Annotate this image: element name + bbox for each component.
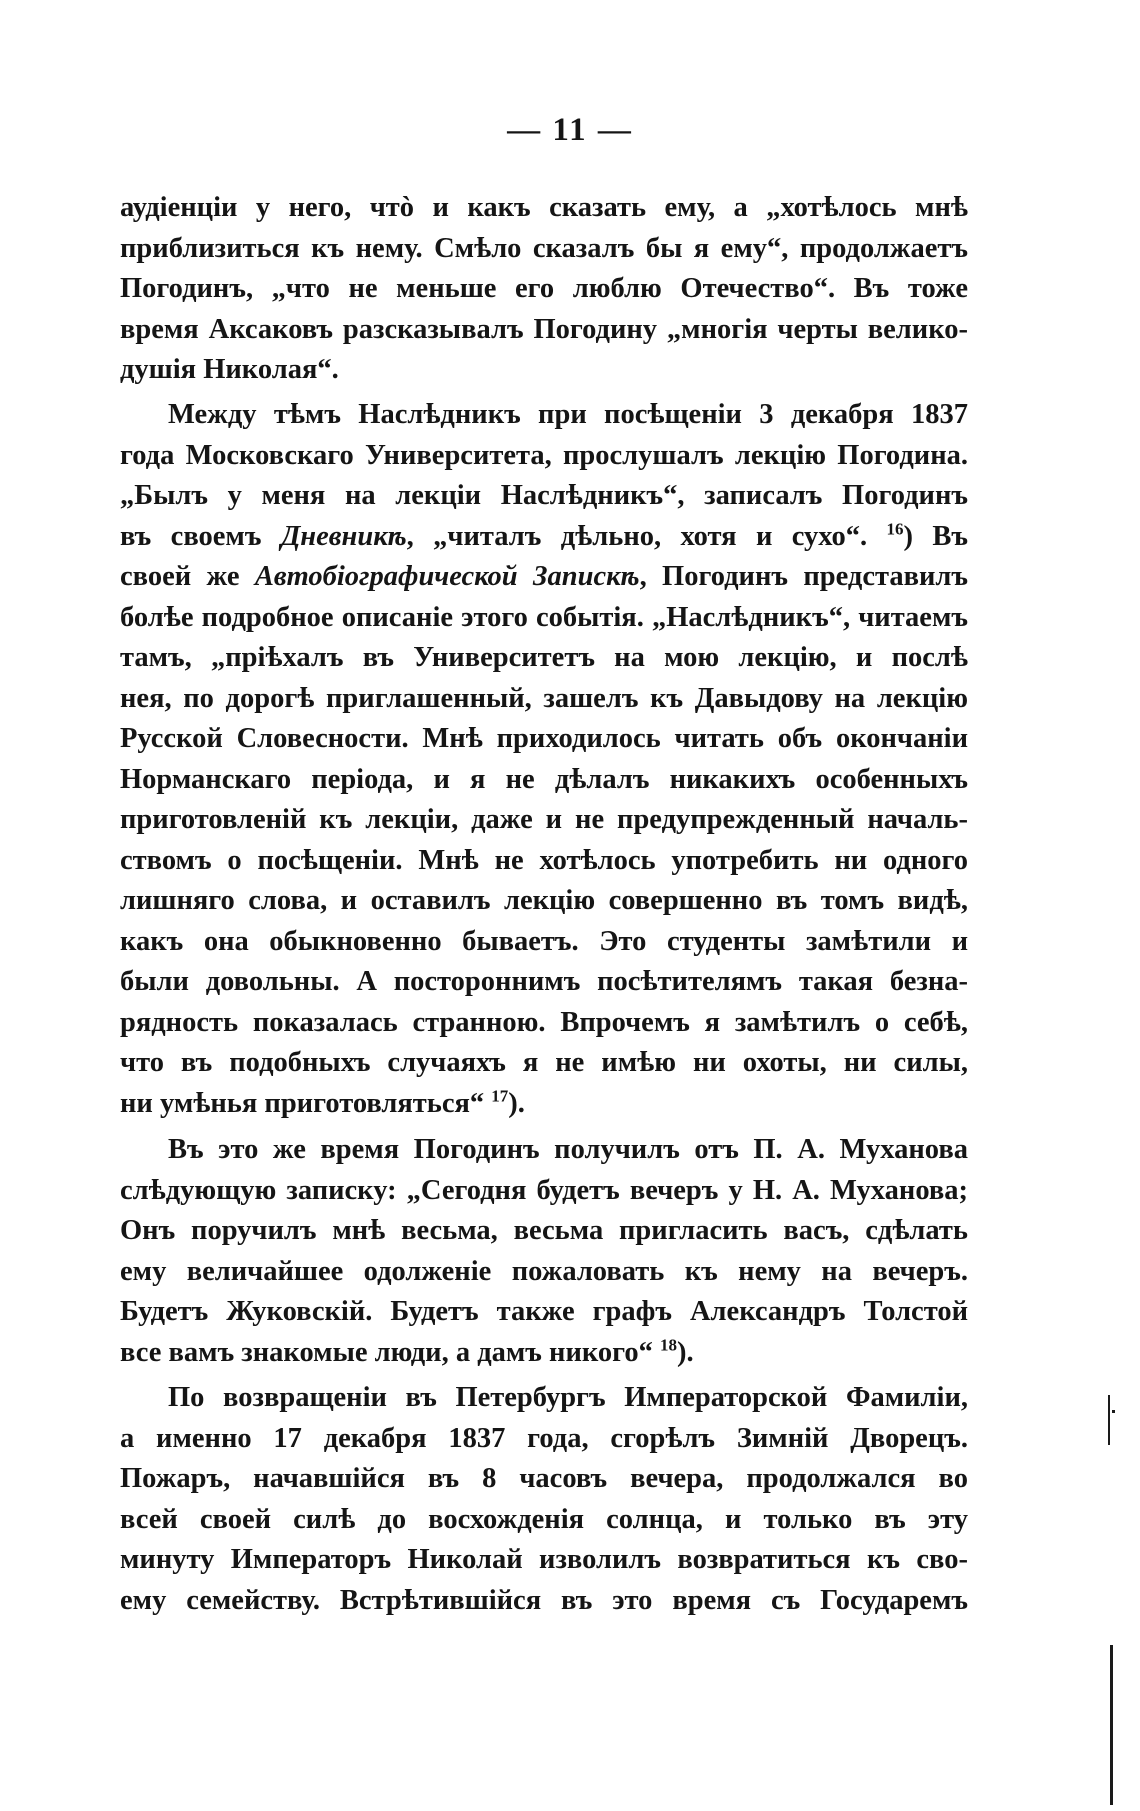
text-line: какъ она обыкновенно бываетъ. Это студенты замѣтили и [120, 925, 968, 957]
text-line: тамъ, „пріѣхалъ въ Университетъ на мою лекцію, и послѣ [120, 642, 968, 673]
text-segment: , „читалъ дѣльно, хотя и сухо“. [406, 520, 887, 552]
paragraph-4 [120, 1378, 968, 1621]
text-segment: ). [677, 1336, 694, 1368]
text-line: ему величайшее одолженіе пожаловать къ нему на вечеръ. [120, 1255, 968, 1287]
text-line: По возвращеніи въ Петербургъ Императорской Фамиліи, [168, 1382, 968, 1413]
text-line: года Московскаго Университета, прослушалъ лекцію Погодина. [120, 439, 968, 471]
text-line: слѣдующую записку: „Сегодня будетъ вечеръ у Н. А. Муханова; [120, 1174, 968, 1206]
text-line: рядность показалась странною. Впрочемъ я замѣтилъ о себѣ, [120, 1006, 968, 1038]
text-line: Норманскаго періода, и я не дѣлалъ никакихъ особенныхъ [120, 763, 968, 795]
text-line: минуту Императоръ Николай изволилъ возвратиться къ сво- [120, 1544, 968, 1575]
text-line: аудіенціи у него, чтò и какъ сказать ему, а „хотѣлось мнѣ [120, 192, 968, 223]
text-line [120, 1333, 968, 1374]
scan-edge-mark [1110, 1645, 1113, 1805]
text-line: а именно 17 декабря 1837 года, сгорѣлъ Зимній Дворецъ. [120, 1422, 968, 1454]
text-line-with-italic [120, 557, 968, 598]
text-line: Пожаръ, начавшійся въ 8 часовъ вечера, продолжался во [120, 1463, 968, 1494]
paragraph-1 [120, 188, 968, 391]
text-segment: ни умѣнья приготовляться“ [120, 1087, 492, 1119]
text-segment: , Погодинъ представилъ [639, 561, 968, 592]
text-line: лишняго слова, и оставилъ лекцію совершенно въ томъ видѣ, [120, 885, 968, 916]
text-line: ему семейству. Встрѣтившійся въ это время съ Государемъ [120, 1584, 968, 1616]
footnote-ref: 18 [660, 1335, 678, 1354]
page-number: — 11 — [507, 112, 633, 148]
text-line: Онъ поручилъ мнѣ весьма, весьма пригласить васъ, сдѣлать [120, 1215, 968, 1246]
text-line: что въ подобныхъ случаяхъ я не имѣю ни охоты, ни силы, [120, 1047, 968, 1078]
text-line: время Аксаковъ разсказывалъ Погодину „многія черты велико- [120, 313, 968, 345]
text-segment: въ своемъ [120, 520, 281, 552]
text-line: нея, по дорогѣ приглашенный, зашелъ къ Давыдову на лекцію [120, 682, 968, 714]
text-line: приблизиться къ нему. Смѣло сказалъ бы я ему“, продолжаетъ [120, 232, 968, 264]
text-line: были довольны. А постороннимъ посѣтителямъ такая безна- [120, 966, 968, 997]
scan-edge-mark [1108, 1395, 1110, 1445]
text-line [120, 1084, 968, 1125]
text-line: всей своей силѣ до восхожденія солнца, и только въ эту [120, 1503, 968, 1535]
text-line: ствомъ о посѣщеніи. Мнѣ не хотѣлось употребить ни одного [120, 844, 968, 876]
text-line: Будетъ Жуковскій. Будетъ также графъ Александръ Толстой [120, 1296, 968, 1327]
italic-title: Дневникѣ [280, 520, 407, 552]
footnote-ref: 16 [886, 519, 904, 538]
italic-title: Автобіографической Запискѣ [254, 561, 640, 592]
text-line: приготовленій къ лекціи, даже и не предупрежденный началь- [120, 804, 968, 835]
text-line: Между тѣмъ Наслѣдникъ при посѣщеніи 3 декабря 1837 [168, 399, 968, 430]
text-line: душія Николая“. [120, 354, 339, 385]
footnote-ref: 17 [491, 1086, 509, 1105]
text-line: Погодинъ, „что не меньше его люблю Отечество“. Въ тоже [120, 273, 968, 304]
text-segment: все вамъ знакомые люди, а дамъ никого“ [120, 1336, 661, 1368]
text-line: Русской Словесности. Мнѣ приходилось читать объ окончаніи [120, 723, 968, 754]
text-line: Въ это же время Погодинъ получилъ отъ П. А. Муханова [168, 1134, 968, 1165]
text-segment: своей же [120, 561, 255, 592]
text-segment: ) Въ [903, 520, 968, 552]
text-line: „Былъ у меня на лекціи Наслѣдникъ“, записалъ Погодинъ [120, 480, 968, 511]
text-segment: ). [508, 1087, 525, 1119]
paragraph-2 [120, 395, 968, 1124]
text-line: болѣе подробное описаніе этого событія. „Наслѣдникъ“, читаемъ [120, 601, 968, 633]
paragraph-3 [120, 1130, 968, 1373]
text-line-with-italic [120, 517, 968, 558]
scan-dot [1112, 1410, 1115, 1413]
